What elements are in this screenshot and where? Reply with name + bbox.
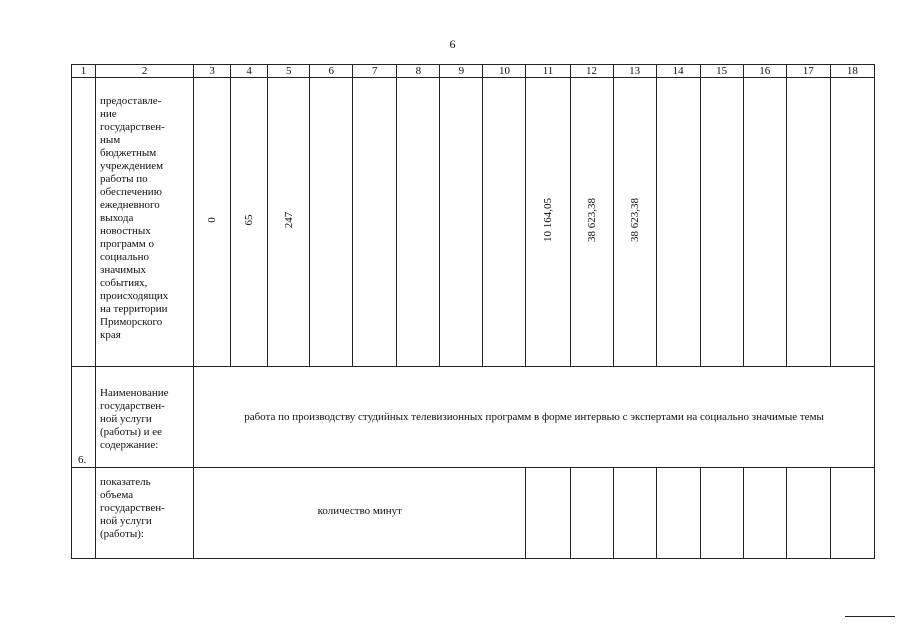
service-name-label-cell xyxy=(96,367,194,468)
column-header: 3 xyxy=(194,65,231,78)
table-cell xyxy=(72,468,96,559)
table-cell xyxy=(353,78,397,367)
table-cell xyxy=(231,78,268,367)
column-header: 7 xyxy=(353,65,397,78)
column-header: 11 xyxy=(526,65,570,78)
column-header: 12 xyxy=(570,65,613,78)
table-cell xyxy=(310,78,353,367)
table-cell xyxy=(656,78,700,367)
value-col5: 247 xyxy=(282,211,295,229)
service-content: работа по производству студийных телевизионных программ в форме интервью с экспертами на социально значимые темы xyxy=(194,367,875,468)
table-cell xyxy=(786,468,830,559)
column-header: 5 xyxy=(268,65,310,78)
service-name-label: Наименование государствен- ной услуги (работы) и ее содержание: xyxy=(100,387,169,451)
row-number: 6. xyxy=(72,367,96,468)
page-number: 6 xyxy=(449,37,456,51)
column-number-row xyxy=(72,65,875,78)
table-cell xyxy=(397,78,440,367)
table-cell xyxy=(613,468,656,559)
table-cell xyxy=(526,468,570,559)
column-header: 8 xyxy=(397,65,440,78)
table-cell xyxy=(656,468,700,559)
table-cell xyxy=(483,78,526,367)
column-header: 17 xyxy=(786,65,830,78)
table-cell xyxy=(526,78,570,367)
column-header: 18 xyxy=(830,65,874,78)
volume-indicator-label: показатель объема государствен- ной услуги (работы): xyxy=(100,476,165,540)
table-cell xyxy=(700,468,743,559)
table-cell xyxy=(700,78,743,367)
table-cell xyxy=(570,78,613,367)
value-col13: 38 623,38 xyxy=(628,198,641,242)
value-col3: 0 xyxy=(206,217,219,223)
value-col11: 10 164,05 xyxy=(541,198,554,242)
column-header: 2 xyxy=(96,65,194,78)
table-cell xyxy=(194,78,231,367)
column-header: 9 xyxy=(440,65,483,78)
work-description-cell xyxy=(96,78,194,367)
table-cell xyxy=(743,78,786,367)
column-header: 15 xyxy=(700,65,743,78)
table-cell xyxy=(72,78,96,367)
table-row xyxy=(72,78,875,367)
column-header: 1 xyxy=(72,65,96,78)
column-header: 16 xyxy=(743,65,786,78)
column-header: 13 xyxy=(613,65,656,78)
table-cell xyxy=(830,78,874,367)
value-col4: 65 xyxy=(243,214,256,226)
column-header: 6 xyxy=(310,65,353,78)
work-description: предоставле- ние государствен- ным бюджетным учреждением работы по обеспечению ежедневного выхода новостных программ о социально значимых событиях, происходящих на территории Приморского края xyxy=(100,95,169,341)
table-cell xyxy=(830,468,874,559)
services-table xyxy=(71,64,875,559)
table-cell xyxy=(613,78,656,367)
volume-indicator-label-cell xyxy=(96,468,194,559)
table-row xyxy=(72,468,875,559)
volume-indicator-unit: количество минут xyxy=(194,468,526,559)
footer-divider xyxy=(845,616,895,617)
column-header: 14 xyxy=(656,65,700,78)
column-header: 4 xyxy=(231,65,268,78)
value-col12: 38 623,38 xyxy=(585,198,598,242)
table-cell xyxy=(743,468,786,559)
column-header: 10 xyxy=(483,65,526,78)
table-cell xyxy=(268,78,310,367)
table-cell xyxy=(440,78,483,367)
table-cell xyxy=(786,78,830,367)
table-row xyxy=(72,367,875,468)
table-cell xyxy=(570,468,613,559)
